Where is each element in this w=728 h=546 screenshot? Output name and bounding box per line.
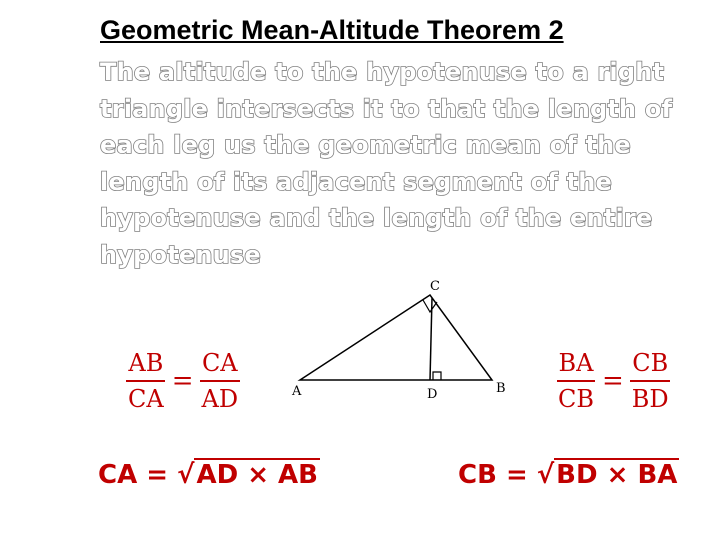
equals-sign: = xyxy=(171,366,194,396)
label-d: D xyxy=(427,387,438,402)
label-a: A xyxy=(292,384,302,399)
fraction xyxy=(200,348,241,414)
equals-sign: = xyxy=(505,460,528,490)
right-proportion xyxy=(556,348,671,414)
fraction xyxy=(126,348,166,414)
statement-line: hypotenuse xyxy=(100,240,261,269)
denominator: AD xyxy=(201,385,239,413)
slide-title: Geometric Mean-Altitude Theorem 2 xyxy=(100,15,564,45)
equals-sign: = xyxy=(146,460,169,490)
denominator: BD xyxy=(631,385,669,413)
right-formula xyxy=(458,460,679,490)
numerator: CB xyxy=(630,348,670,382)
statement-line: each leg us the geometric mean of the xyxy=(100,131,631,159)
numerator: CA xyxy=(200,348,240,382)
formula-lhs: CA xyxy=(98,460,138,490)
statement-line: The altitude to the hypotenuse to a right xyxy=(100,58,665,86)
radicand: AD × AB xyxy=(196,460,319,490)
equals-sign: = xyxy=(602,366,624,396)
numerator: AB xyxy=(126,348,165,382)
triangle-abc xyxy=(300,295,492,380)
numerator: BA xyxy=(557,348,596,382)
denominator: CA xyxy=(128,385,164,413)
formula-lhs: CB xyxy=(458,460,497,490)
fraction xyxy=(630,348,671,414)
label-c: C xyxy=(430,279,440,294)
fraction xyxy=(556,348,596,414)
radicand: BD × BA xyxy=(556,460,678,490)
denominator: CB xyxy=(558,385,594,413)
label-b: B xyxy=(496,381,506,396)
statement-line: length of its adjacent segment of the xyxy=(100,167,612,196)
left-proportion xyxy=(126,348,240,414)
sqrt-symbol: √ xyxy=(177,460,195,490)
sqrt-symbol: √ xyxy=(536,460,555,490)
statement-line: hypotenuse and the length of the entire xyxy=(100,204,653,232)
left-formula xyxy=(98,460,320,490)
statement-line: triangle intersects it to that the length of xyxy=(100,94,673,123)
right-angle-mark-d xyxy=(433,372,441,380)
